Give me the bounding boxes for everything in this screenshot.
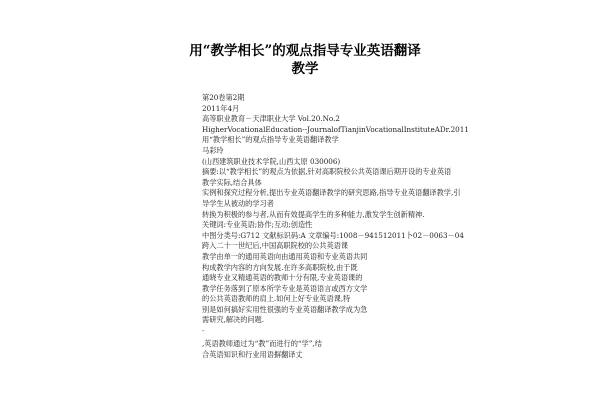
author-line: 马彩玲 (202, 145, 224, 155)
date-line: 2011年4月 (202, 103, 240, 113)
article-title-line: 用“教学相长”的观点指导专业英语翻译教学 (202, 135, 339, 145)
separator-mark: - (202, 326, 205, 336)
body-text-line: ,英语教师通过为“教”而进行的“学”,结 (202, 339, 322, 349)
body-text-line: 合英语知识和行业用语摒翻译丈 (202, 349, 303, 359)
abstract-line: 教学实际,结合具体 (202, 177, 262, 187)
abstract-line: 转换为积极的参与者,从而有效提高学生的多种能力,激发学生创新精神. (202, 209, 425, 219)
body-text-line: 别是如何搞好实用性很强的专业英语翻译教学成为急 (202, 304, 368, 314)
body-text-line: 构成教学内容的方向发展.在许多高职院校,由于既 (202, 262, 358, 272)
classification-line: 中图分类号:G712 文献标识码:A 文章编号:1008－941512011卜02－0063－04 (202, 230, 464, 240)
document-title: 用“教学相长”的观点指导专业英语翻译 (189, 43, 421, 59)
issue-line: 第20卷第2期 (202, 93, 245, 102)
journal-en-line: HigherVocationalEducation--JournalofTianjinVocationalInstituteADr.2011 (202, 124, 469, 134)
document-body (202, 93, 502, 360)
abstract-line: 实例和探究过程分析,提出专业英语翻译教学的研究思路,指导专业英语翻译教学,引 (202, 188, 461, 198)
document-title-continued: 教学 (291, 61, 319, 77)
affiliation-line: (山西建筑职业技术学院,山西太原 030006) (202, 156, 341, 166)
body-text-line: 的公共英语教师的肩上.如何上好专业英语课,特 (202, 294, 351, 304)
journal-cn-line: 高等职业教育－天津职业大学 Vol.20.No.2 (202, 114, 340, 124)
body-text-line: 跨入二十一世纪后,中国高职院校的公共英语课 (202, 241, 349, 251)
abstract-line: 导学生从被动的学习者 (202, 198, 274, 208)
keywords-line: 关键词:专业英语;协作;互动;创造性 (202, 220, 313, 230)
abstract-line: 摘要:以“教学相长”的观点为依据,针对高职院校公共英语课后期开设的专业英语 (202, 167, 452, 177)
body-text-line: 通晓专业又精通英语的教师十分有限,专业英语课的 (202, 273, 363, 283)
body-text-line: 需研究,解决的问题. (202, 315, 265, 325)
body-text-line: 教学任务落到了原本所学专业是英语语言或西方文学 (202, 283, 368, 293)
body-text-line: 教学由单一的通用英语向由通用英语和专业英语共同 (202, 251, 368, 261)
